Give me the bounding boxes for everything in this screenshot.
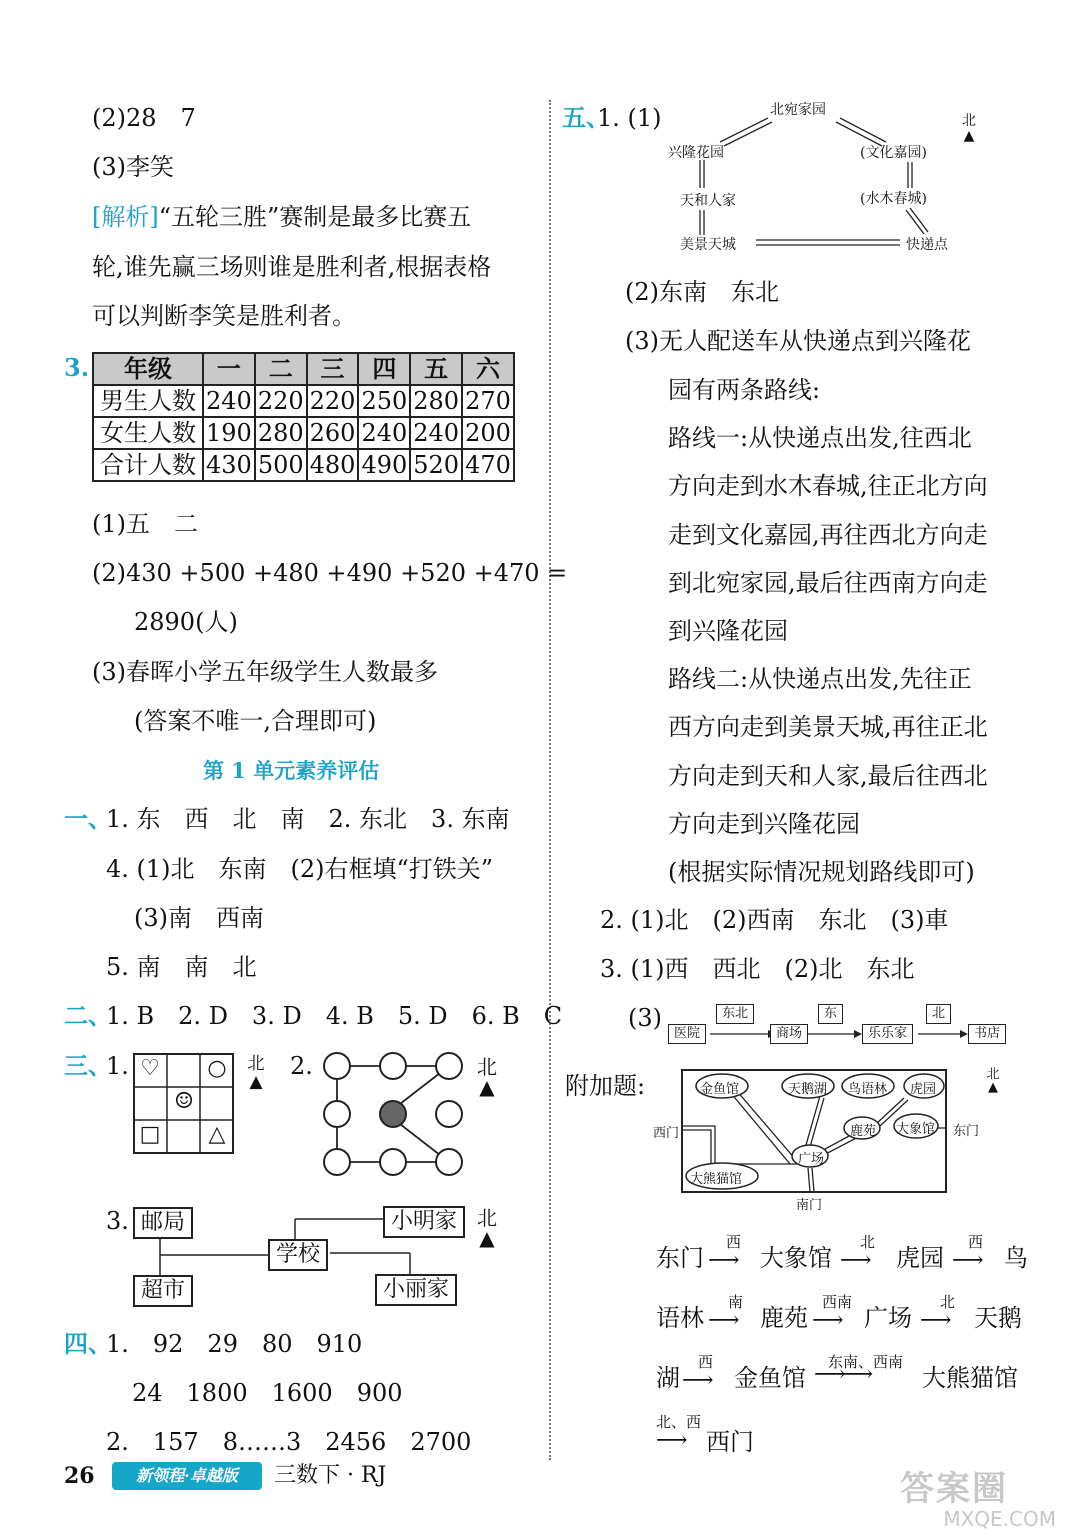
- table-cell: 220: [307, 385, 359, 417]
- route-place: 湖: [656, 1364, 680, 1392]
- route-direction: 西南: [822, 1293, 853, 1311]
- right-arrow-icon: ⟶: [656, 1428, 688, 1453]
- right-arrow-icon: ⟶: [952, 1248, 984, 1273]
- answer-line: 西方向走到美景天城,再往正北: [668, 713, 988, 741]
- page-number: 26: [64, 1463, 95, 1489]
- route-place: 大象馆: [760, 1244, 832, 1272]
- place-label: (文化嘉园): [860, 145, 927, 161]
- route-place: 语林: [656, 1304, 704, 1332]
- table-header-row: [93, 353, 514, 385]
- table-cell: 三: [307, 353, 359, 385]
- route-place: 大熊猫馆: [922, 1364, 1018, 1392]
- route-place: 鹿苑: [760, 1304, 808, 1332]
- north-arrow-icon: ▲: [988, 1080, 998, 1095]
- table-cell: 200: [462, 417, 514, 449]
- route-line-3: [656, 1354, 1036, 1414]
- table-cell: 五: [410, 353, 462, 385]
- north-arrow-icon: ▲: [479, 1075, 495, 1099]
- answer-line: (2)430 +500 +480 +490 +520 +470 =: [92, 559, 568, 587]
- table-cell: 年级: [93, 353, 203, 385]
- answer-line: (2)东南 东北: [625, 278, 779, 306]
- answer-line: 5. 南 南 北: [106, 953, 257, 981]
- direction-box: 东北: [716, 1004, 754, 1024]
- grade-table: [92, 352, 515, 482]
- answer-line: (3)无人配送车从快递点到兴隆花: [625, 327, 971, 355]
- community-map-lines: [660, 100, 980, 260]
- north-arrow-icon: ▲: [963, 128, 975, 144]
- table-cell: 490: [358, 449, 410, 481]
- route-direction: 西: [726, 1233, 742, 1251]
- table-cell: 240: [203, 385, 255, 417]
- route-direction: 东南、西南: [828, 1353, 904, 1371]
- table-cell: 一: [203, 353, 255, 385]
- north-indicator: [476, 1057, 498, 1097]
- place-label: 美景天城: [680, 237, 736, 253]
- table-cell: 220: [255, 385, 307, 417]
- deer-park-label: 鹿苑: [850, 1124, 877, 1139]
- table-row: [93, 417, 514, 449]
- table-row: [93, 449, 514, 481]
- table-row: [93, 385, 514, 417]
- answer-line: 1. 92 29 80 910: [106, 1330, 363, 1358]
- north-label: 北: [477, 1055, 497, 1079]
- route-place: 金鱼馆: [734, 1364, 806, 1392]
- bird-forest-label: 鸟语林: [848, 1082, 888, 1097]
- table-cell: 430: [203, 449, 255, 481]
- north-indicator: [960, 114, 978, 144]
- xiaoming-home-box: 小明家: [383, 1206, 465, 1238]
- extra-question-label: 附加题:: [565, 1072, 646, 1100]
- route-place: 西门: [706, 1428, 754, 1456]
- answer-line: 方向走到水木春城,往正北方向: [668, 472, 988, 500]
- square-label: 广场: [798, 1152, 825, 1167]
- question-number: 3.: [64, 353, 90, 382]
- table-cell: 190: [203, 417, 255, 449]
- table-cell: 280: [255, 417, 307, 449]
- place-label: 北宛家园: [770, 102, 826, 118]
- answer-line: 路线一:从快递点出发,往西北: [668, 424, 972, 452]
- answer-line: (3)李笑: [92, 153, 174, 181]
- table-cell: 250: [358, 385, 410, 417]
- north-indicator: [985, 1068, 1001, 1094]
- table-cell: 270: [462, 385, 514, 417]
- hospital-box: 医院: [668, 1024, 706, 1044]
- right-arrow-icon: ⟶: [682, 1368, 714, 1393]
- section-number: 五、: [562, 103, 610, 132]
- place-label: 天和人家: [680, 193, 736, 209]
- route-place: 鸟: [1004, 1244, 1028, 1272]
- north-label: 北: [962, 113, 976, 129]
- section-number: 二、: [64, 1001, 112, 1030]
- place-label: (水木春城): [860, 191, 927, 207]
- square-icon: □: [139, 1122, 161, 1147]
- answer-line: (1)五 二: [92, 510, 198, 538]
- answer-line: 1. B 2. D 3. D 4. B 5. D 6. B C: [106, 1002, 563, 1030]
- answer-line: 2. 157 8……3 2456 2700: [106, 1428, 472, 1456]
- route-place: 东门: [656, 1244, 704, 1272]
- goldfish-hall-label: 金鱼馆: [700, 1082, 740, 1097]
- heart-icon: ♡: [140, 1056, 160, 1081]
- east-gate-label: 东门: [953, 1124, 980, 1139]
- answer-line: (2)28 7: [92, 104, 196, 132]
- column-divider: [549, 100, 551, 1460]
- place-label: 兴隆花园: [668, 145, 724, 161]
- answer-line: 1. 东 西 北 南 2. 东北 3. 东南: [106, 805, 510, 833]
- table-cell: 280: [410, 385, 462, 417]
- answer-line: 园有两条路线:: [668, 376, 821, 404]
- watermark-logo: 答案圈: [900, 1469, 1008, 1509]
- table-cell: 240: [410, 417, 462, 449]
- answer-line: 4. (1)北 东南 (2)右框填“打铁关”: [106, 855, 494, 883]
- table-cell: 六: [462, 353, 514, 385]
- bookstore-box: 书店: [968, 1024, 1006, 1044]
- answer-line: 到兴隆花园: [668, 617, 788, 645]
- post-office-box: 邮局: [133, 1207, 193, 1239]
- south-gate-label: 南门: [796, 1198, 823, 1213]
- table-cell: 四: [358, 353, 410, 385]
- route-direction: 北: [940, 1293, 956, 1311]
- answer-line: 方向走到兴隆花园: [668, 810, 860, 838]
- route-direction: 北、西: [656, 1413, 702, 1431]
- direction-box: 北: [926, 1004, 951, 1024]
- table-cell: 480: [307, 449, 359, 481]
- mall-box: 商场: [770, 1024, 808, 1044]
- table-cell: 240: [358, 417, 410, 449]
- table-cell: 合计人数: [93, 449, 203, 481]
- direction-box: 东: [818, 1004, 843, 1024]
- right-arrow-icon: ⟶: [920, 1308, 952, 1333]
- answer-line: 2. (1)北 (2)西南 东北 (3)車: [600, 906, 949, 934]
- route-place: 天鹅: [974, 1304, 1022, 1332]
- route-line-1: [656, 1234, 1036, 1294]
- place-label: 快递点: [906, 237, 948, 253]
- school-box: 学校: [268, 1239, 328, 1271]
- answer-line: (3)南 西南: [134, 904, 264, 932]
- route-direction: 南: [728, 1293, 744, 1311]
- answer-line: 到北宛家园,最后往西南方向走: [668, 569, 988, 597]
- lele-home-box: 乐乐家: [862, 1024, 913, 1044]
- north-indicator: [476, 1208, 498, 1248]
- analysis-line: 可以判断李笑是胜利者。: [92, 302, 356, 330]
- answer-line: 走到文化嘉园,再往西北方向走: [668, 521, 988, 549]
- answer-line: (答案不唯一,合理即可): [134, 707, 377, 735]
- swan-lake-label: 天鹅湖: [788, 1082, 828, 1097]
- north-label: 北: [247, 1054, 265, 1074]
- north-label: 北: [477, 1206, 497, 1230]
- answer-line: 2890(人): [134, 608, 238, 636]
- elephant-hall-label: 大象馆: [896, 1122, 936, 1137]
- section-number: 一、: [64, 804, 112, 833]
- smiley-icon: ☺: [174, 1089, 194, 1114]
- triangle-icon: △: [208, 1122, 226, 1147]
- section-number: 三、: [64, 1051, 112, 1080]
- xiaoli-home-box: 小丽家: [375, 1274, 457, 1306]
- right-arrow-icon: ⟶: [812, 1308, 844, 1333]
- answer-line: (根据实际情况规划路线即可): [668, 858, 975, 886]
- right-arrow-icon: ⟶⟶: [814, 1362, 870, 1387]
- route-direction: 西: [968, 1233, 984, 1251]
- unit-title: 第 1 单元素养评估: [203, 758, 380, 783]
- analysis-line: 轮,谁先赢三场则谁是胜利者,根据表格: [92, 253, 492, 281]
- table-cell: 260: [307, 417, 359, 449]
- answer-line: 方向走到天和人家,最后往西北: [668, 762, 988, 790]
- tiger-garden-label: 虎园: [910, 1082, 937, 1097]
- right-arrow-icon: ⟶: [708, 1248, 740, 1273]
- table-cell: 二: [255, 353, 307, 385]
- north-arrow-icon: ▲: [479, 1226, 495, 1250]
- symbol-grid: [133, 1053, 235, 1159]
- answer-line: 3. (1)西 西北 (2)北 东北: [600, 955, 915, 983]
- watermark-url: MXQE.COM: [943, 1507, 1056, 1531]
- analysis-text: “五轮三胜”赛制是最多比赛五: [158, 203, 472, 231]
- question-number: (3): [628, 1004, 662, 1032]
- question-number: 1. (1): [597, 104, 662, 132]
- answer-line: 路线二:从快递点出发,先往正: [668, 665, 972, 693]
- north-indicator: [246, 1055, 266, 1091]
- circle-path-diagram: [315, 1052, 470, 1182]
- question-number: 3.: [106, 1207, 129, 1235]
- brand-badge: 新领程·卓越版: [112, 1462, 262, 1490]
- book-label: 三数下 · RJ: [274, 1463, 387, 1488]
- panda-hall-label: 大熊猫馆: [690, 1172, 743, 1187]
- west-gate-label: 西门: [653, 1126, 680, 1141]
- table-cell: 500: [255, 449, 307, 481]
- question-number: 2.: [290, 1052, 313, 1080]
- question-number: 1.: [106, 1052, 129, 1080]
- route-place: 广场: [864, 1304, 912, 1332]
- route-place: 虎园: [896, 1244, 944, 1272]
- answer-line: (3)春晖小学五年级学生人数最多: [92, 658, 438, 686]
- route-direction: 北: [860, 1233, 876, 1251]
- route-direction: 西: [698, 1353, 714, 1371]
- watermark: [900, 1470, 1070, 1530]
- route-line-4: [656, 1414, 856, 1464]
- table-cell: 470: [462, 449, 514, 481]
- right-arrow-icon: ⟶: [840, 1248, 872, 1273]
- route-line-2: [656, 1294, 1036, 1354]
- right-arrow-icon: ⟶: [708, 1308, 740, 1333]
- table-cell: 女生人数: [93, 417, 203, 449]
- analysis-line: [92, 203, 471, 231]
- north-arrow-icon: ▲: [249, 1072, 263, 1092]
- table-cell: 男生人数: [93, 385, 203, 417]
- supermarket-box: 超市: [133, 1275, 193, 1307]
- table-cell: 520: [410, 449, 462, 481]
- north-label: 北: [986, 1067, 1000, 1082]
- analysis-tag: [解析]: [92, 203, 159, 231]
- circle-icon: ○: [207, 1056, 227, 1081]
- answer-line: 24 1800 1600 900: [132, 1379, 403, 1407]
- section-number: 四、: [64, 1329, 112, 1358]
